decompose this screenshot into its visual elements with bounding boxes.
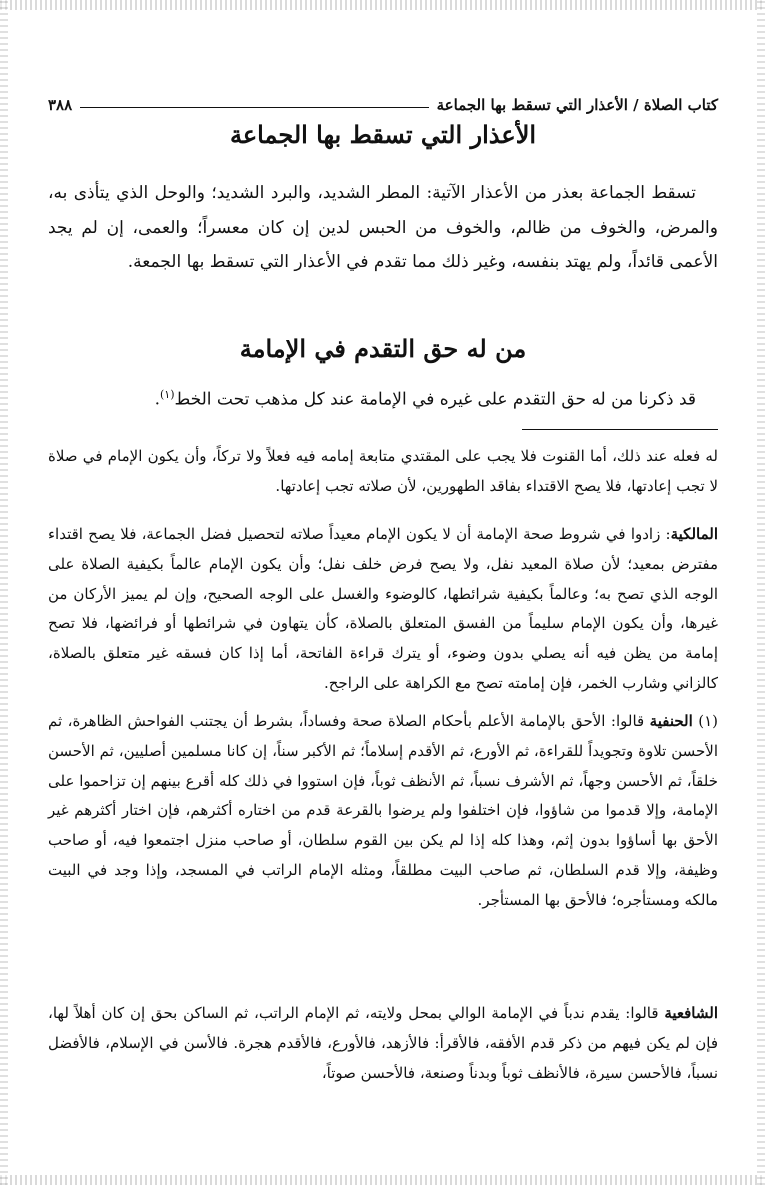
footnote-lead-hanafi: الحنفية	[649, 712, 693, 730]
footnote-continuation: له فعله عند ذلك، أما القنوت فلا يجب على المقتدي متابعة إمامه فيه فعلاً ولا تركاً، وأن يكون الإمام في صلاة لا تجب إعادتها، فلا يصح الاقتداء بفاقد الطهورين، لأن صلاته تجب إعادتها.	[48, 447, 718, 495]
footnote-number: (١)	[698, 712, 718, 730]
footnote-shafii	[48, 999, 718, 1088]
footnote-lead-maliki: المالكية	[670, 525, 718, 543]
section-title-excuses: الأعذار التي تسقط بها الجماعة	[229, 120, 537, 149]
footnote-hanafi	[48, 707, 718, 916]
header-rule	[80, 107, 428, 108]
footnote-maliki	[48, 520, 718, 699]
running-header	[48, 92, 718, 118]
running-title: كتاب الصلاة / الأعذار التي تسقط بها الجماعة	[436, 96, 718, 114]
section-body-excuses: تسقط الجماعة بعذر من الأعذار الآتية: المطر الشديد، والبرد الشديد؛ والوحل الذي يتأذى به، والمرض، والخوف من ظالم، والخوف من الحبس لدين إن كان معسراً؛ والعمى، إن لم يجد الأعمى قائداً، ولم يهتد بنفسه، وغير ذلك مما تقدم في الأعذار التي تسقط بها الجمعة.	[48, 183, 718, 272]
footnote-lead-shafii: الشافعية	[664, 1004, 718, 1022]
footnote-text-maliki: : زادوا في شروط صحة الإمامة أن لا يكون الإمام معيداً صلاته لتحصيل فضل الجماعة، فلا يصح اقتداء مفترض بمعيد؛ لأن صلاة المعيد نفل، ولا يصح فرض خلف نفل؛ وأن يكون الإمام عالماً بكيفية الصلاة على الوجه الذي تصح به؛ وعالماً بكيفية شرائطها، كالوضوء والغسل على الوجه الصحيح، وإن لم يميز الأركان من غيرها، وأن يكون الإمام سليماً من الفسق المتعلق بالصلاة، كأن يتهاون في شرائطها أو فرائضها، فلا تصح إمامة من يظن فيه أنه يصلي بدون وضوء، أو يترك قراءة الفاتحة، أما إذا كان فسقه غير متعلق بالصلاة، كالزاني وشارب الخمر، فإن إمامته تصح مع الكراهة على الراجح.	[48, 525, 718, 692]
page-border-left	[0, 0, 8, 1185]
footnote-marker: (١)	[159, 388, 175, 401]
section-body-imamate-precedence: قد ذكرنا من له حق التقدم على غيره في الإمامة عند كل مذهب تحت الخط$^{(١)}$.	[154, 388, 696, 410]
footnote-separator	[522, 429, 718, 430]
footnote-text-hanafi: قالوا: الأحق بالإمامة الأعلم بأحكام الصلاة صحة وفساداً، بشرط أن يجتنب الفواحش الظاهرة، ثم الأحسن تلاوة وتجويداً للقراءة، ثم الأورع، ثم الأقدم إسلاماً؛ ثم الأكبر سناً، إن كانا مسلمين أصليين، ثم الأحسن خلقاً، ثم الأحسن وجهاً، ثم الأشرف نسباً، ثم الأنظف ثوباً، فإن استووا في ذلك كله أقرع بينهم إن تزاحموا على الإمامة، وإلا قدموا من شاؤوا، فإن اختلفوا ولم يرضوا بالقرعة قدم من اختاره أكثرهم، فإن اختار أكثرهم غير الأحق بها أساؤوا بدون إثم، وهذا كله إذا لم يكن بين القوم سلطان، أو صاحب منزل اجتمعوا فيه، أو صاحب وظيفة، وإلا قدم السلطان، ثم صاحب البيت مطلقاً، ومثله الإمام الراتب في المسجد، وإذا وجد في البيت مالكه ومستأجره؛ فالأحق بها المستأجر.	[48, 712, 718, 909]
footnote-text-shafii: قالوا: يقدم ندباً في الإمامة الوالي بمحل ولايته، ثم الإمام الراتب، ثم الساكن بحق إن كان أهلاً لها، فإن لم يكن فيهم من ذكر قدم الأفقه، فالأقرأ: فالأزهد، فالأورع، فالأقدم هجرة. فالأسن في الإسلام، فالأفضل نسباً، فالأحسن سيرة، فالأنظف ثوباً وبدناً وصنعة، فالأحسن صوتاً،	[48, 1004, 718, 1082]
section-title-imamate-precedence: من له حق التقدم في الإمامة	[239, 334, 527, 363]
book-page	[48, 0, 718, 1185]
page-border-right	[757, 0, 765, 1185]
section-body-text: قد ذكرنا من له حق التقدم على غيره في الإمامة عند كل مذهب تحت الخط	[174, 389, 696, 410]
page-number: ٣٨٨	[48, 96, 73, 114]
